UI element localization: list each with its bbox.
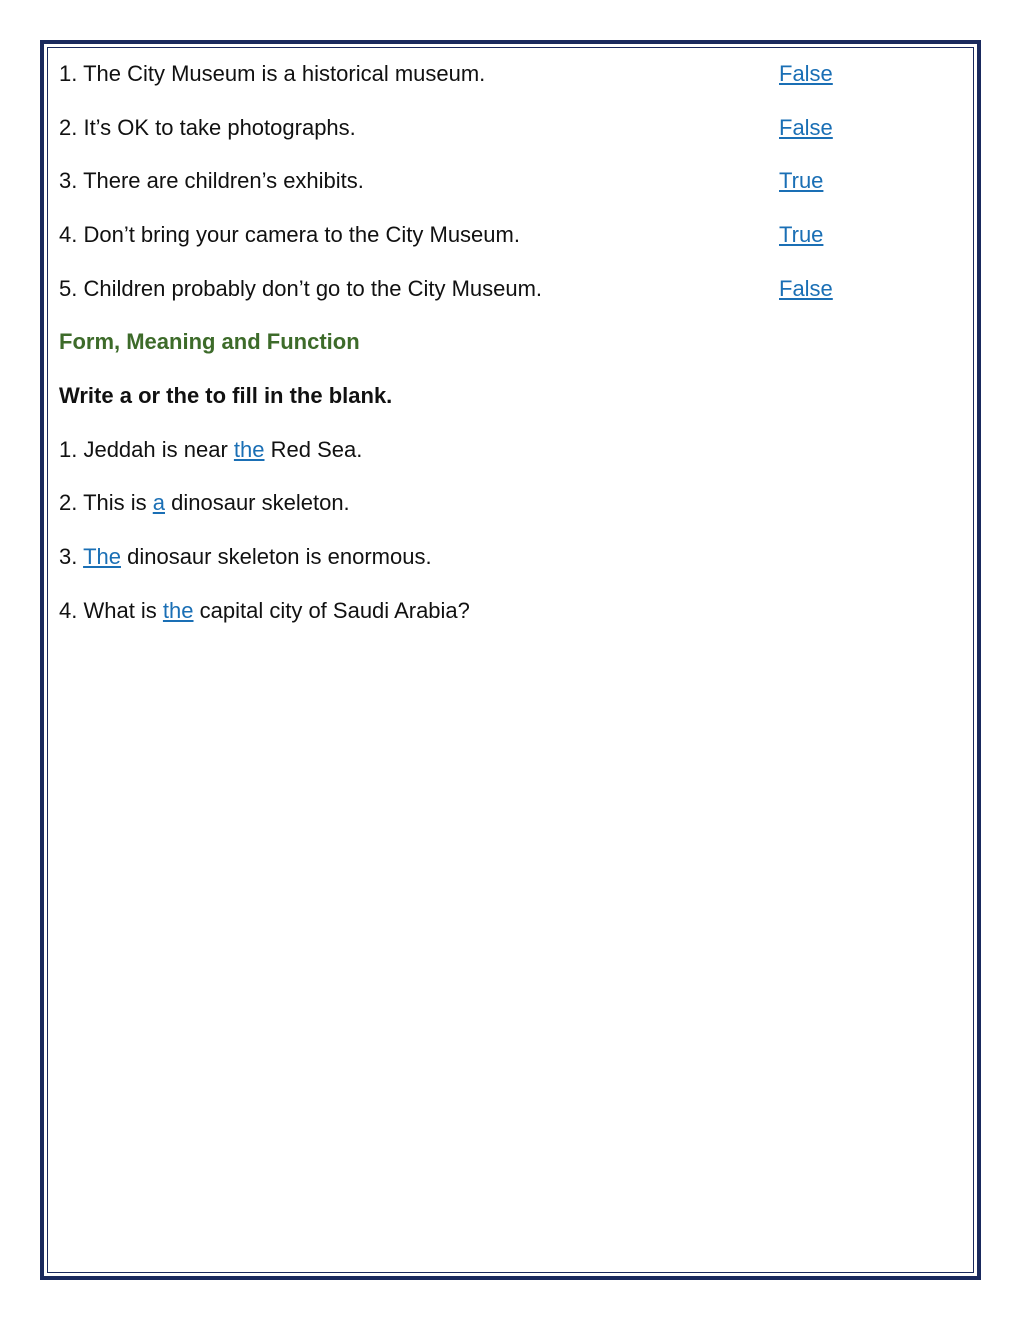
- blank-answer-1[interactable]: the: [233, 437, 265, 462]
- blank-item-1-before: 1. Jeddah is near: [59, 437, 234, 462]
- blank-answer-2[interactable]: a: [152, 490, 165, 515]
- blank-answer-4[interactable]: the: [162, 598, 194, 623]
- blank-item-1-after: Red Sea.: [264, 437, 363, 462]
- blank-item-1: [59, 437, 362, 463]
- statement-1: 1. The City Museum is a historical museum.: [59, 61, 486, 86]
- blank-item-2-after: dinosaur skeleton.: [165, 490, 350, 515]
- answer-3[interactable]: True: [779, 168, 824, 193]
- answer-2[interactable]: False: [779, 115, 833, 140]
- statement-2: 2. It’s OK to take photographs.: [59, 115, 356, 140]
- blank-answer-3[interactable]: The: [83, 544, 121, 569]
- blank-item-3: [59, 544, 432, 570]
- blank-item-2: [59, 490, 350, 516]
- instruction: Write a or the to fill in the blank.: [59, 383, 393, 408]
- statement-5: 5. Children probably don’t go to the City Museum.: [59, 276, 543, 301]
- answer-5[interactable]: False: [779, 276, 833, 301]
- blank-item-4: [59, 598, 470, 624]
- answer-1[interactable]: False: [779, 61, 833, 86]
- answer-4[interactable]: True: [779, 222, 824, 247]
- statement-3: 3. There are children’s exhibits.: [59, 168, 364, 193]
- blank-item-3-after: dinosaur skeleton is enormous.: [120, 544, 432, 569]
- blank-item-4-after: capital city of Saudi Arabia?: [193, 598, 470, 623]
- blank-item-3-before: 3.: [59, 544, 84, 569]
- blank-item-4-before: 4. What is: [59, 598, 163, 623]
- blank-item-2-before: 2. This is: [59, 490, 153, 515]
- section-heading: Form, Meaning and Function: [59, 329, 360, 354]
- statement-4: 4. Don’t bring your camera to the City Museum.: [59, 222, 520, 247]
